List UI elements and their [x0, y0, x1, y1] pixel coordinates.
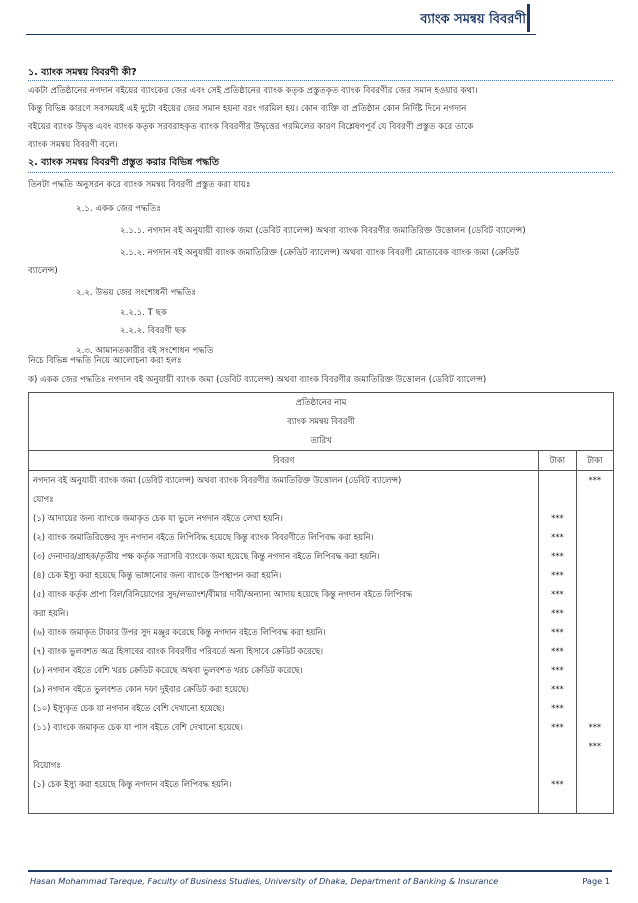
table-row-description: (৫) ব্যাংক কর্তৃক প্রাপ্য বিল/বিনিয়োগের সুদ/লভ্যাংশ/বীমার দাবী/অন্যান্য আদায় হয়েছে কিন্তু নগদান বইতে লিপিবদ্ধ — [33, 589, 413, 599]
table-title-org: প্রতিষ্ঠানের নাম — [295, 397, 347, 407]
table-row-amount-1: *** — [551, 722, 564, 732]
section1-heading: ১. ব্যাংক সমন্বয় বিবরণী কী? — [28, 67, 137, 78]
table-row-amount-2 — [581, 528, 609, 547]
table-row-amount-1: *** — [551, 589, 564, 599]
table-title-statement: ব্যাংক সমন্বয় বিবরণী — [287, 416, 355, 426]
page-header — [0, 0, 638, 36]
table-body — [29, 471, 614, 814]
table-row-amount-1: *** — [551, 551, 564, 561]
section1-rule — [28, 80, 613, 81]
col-header-amount-1: টাকা — [539, 451, 576, 471]
method-2-1: ২.১. একক জের পদ্ধতিঃ — [76, 204, 161, 214]
table-row-amount-1: *** — [551, 608, 564, 618]
table-row-description: নগদান বই অনুযায়ী ব্যাংক জমা (ডেবিট ব্যালেন্স) অথবা ব্যাংক বিবরণীর জমাতিরিক্ত উত্তোলন (ডেবিট ব্যালেন্স) — [33, 475, 402, 485]
table-row-description: (৩) দেনাদার/গ্রাহক/তৃতীয় পক্ষ কর্তৃক সরাসরি ব্যাংকে জমা হয়েছে কিন্তু নগদান বইতে লিপিবদ্ধ করা হয়নি। — [33, 551, 380, 561]
table-row-amount-1: *** — [551, 779, 564, 789]
table-row-amount-2 — [581, 566, 609, 585]
footer-author: Hasan Mohammad Tareque, Faculty of Business Studies, University of Dhaka, Department of Banking & Insurance — [30, 876, 499, 886]
header-title: ব্যাংক সমন্বয় বিবরণী — [420, 12, 526, 27]
table-row-amount-1: *** — [551, 703, 564, 713]
table-row-amount-1: *** — [551, 627, 564, 637]
table-row-amount-2 — [581, 756, 609, 775]
footer-rule — [28, 870, 612, 872]
table-row-amount-1 — [543, 471, 571, 490]
table-row-amount-1 — [543, 737, 571, 756]
amount-column-2 — [576, 471, 613, 814]
table-row-description: করা হয়নি। — [33, 608, 69, 618]
page-number: Page 1 — [582, 876, 610, 886]
table-row-amount-1: *** — [551, 570, 564, 580]
table-row-amount-1 — [543, 794, 571, 813]
method-2-2: ২.২. উভয় জের সংশোধনী পদ্ধতিঃ — [76, 288, 197, 298]
table-row-amount-2 — [581, 794, 609, 813]
method-2-1-2: ২.১.২. নগদান বই অনুযায়ী ব্যাংক জমাতিরিক্ত (ক্রেডিট ব্যালেন্স) অথবা ব্যাংক বিবরণী মোতাবেক ব্যাংক জমা (ক্রেডিট — [120, 248, 520, 258]
table-row-amount-2 — [581, 623, 609, 642]
table-row-amount-2 — [581, 699, 609, 718]
page-footer — [30, 876, 610, 886]
table-row-description: (৬) ব্যাংক জমাকৃত টাকার উপর সুদ মঞ্জুর করেছে কিন্তু নগদান বইতে লিপিবদ্ধ করা হয়নি। — [33, 627, 326, 637]
table-row-description: (১) আদায়ের জন্য ব্যাংকে জমাকৃত চেক যা ভুলে নগদান বইতে লেখা হয়নি। — [33, 513, 283, 523]
section1-para-line3: বইয়ের ব্যাংক উদ্বৃত্ত এবং ব্যাংক কতৃক সরবরাহকৃত ব্যাংক বিবরণীর উদ্বৃত্তের গরমিলের কারণ বিশ্লেষণপূর্ব যে বিবরণী প্রস্তুত করে তাকে — [28, 122, 474, 132]
table-row-description: (৭) ব্যাংক ভুলবশত অত্র হিসাবের ব্যাংক বিবরণীর পরিবর্তে অন্য হিসাবে ক্রেডিট করেছে। — [33, 646, 324, 656]
description-column — [29, 471, 539, 814]
table-row-description — [33, 737, 534, 756]
table-row-amount-2 — [581, 680, 609, 699]
section1-para-line2: কিন্তু বিভিন্ন কারণে সবসময়ই এই দুটো বইয়ের জের সমান হয়না বরং গরমিল হয়। কোন ব্যক্তি বা প্রতিষ্ঠান কোন নির্দিষ্ট দিনে নগদান — [28, 104, 467, 114]
table-row-amount-1 — [543, 756, 571, 775]
table-row-amount-2: *** — [588, 741, 602, 751]
table-row-amount-1 — [543, 490, 571, 509]
reconciliation-table — [28, 392, 614, 814]
table-row-amount-2 — [581, 642, 609, 661]
header-rule — [26, 34, 536, 35]
table-row-amount-1: *** — [551, 532, 564, 542]
table-row-description: (৪) চেক ইস্যু করা হয়েছে কিন্তু ভাঙ্গানোর জন্য ব্যাংকে উপস্থাপন করা হয়নি। — [33, 570, 282, 580]
table-row-amount-2 — [581, 661, 609, 680]
table-row-amount-1: *** — [551, 684, 564, 694]
table-row-description: (৮) নগদান বইতে বেশি খরচ ক্রেডিট করেছে অথবা ভুলবশত খরচ ক্রেডিট করেছে। — [33, 665, 303, 675]
section2-intro: তিনটা পদ্ধতি অনুসরন করে ব্যাংক সমন্বয় বিবরণী প্রস্তুত করা যায়ঃ — [28, 180, 251, 190]
section1-para-line4: ব্যাংক সমন্বয় বিবরণী বলে। — [28, 140, 118, 150]
table-row-amount-2: *** — [588, 475, 602, 485]
table-row-amount-1: *** — [551, 665, 564, 675]
table-row-amount-2 — [581, 547, 609, 566]
table-row-description — [33, 794, 534, 813]
table-row-amount-1: *** — [551, 513, 564, 523]
header-accent-bar — [527, 4, 530, 32]
table-title-date: তারিখ — [310, 435, 332, 445]
col-header-description: বিবরণ — [29, 451, 539, 471]
table-row-amount-2 — [581, 604, 609, 623]
method-2-2-1: ২.২.১. T ছক — [120, 308, 167, 318]
table-row-amount-2 — [581, 490, 609, 509]
section2-heading: ২. ব্যাংক সমন্বয় বিবরণী প্রস্তুত করার বিভিন্ন পদ্ধতি — [28, 157, 220, 168]
table-row-amount-2 — [581, 585, 609, 604]
table-row-amount-2 — [581, 775, 609, 794]
table-row-description: (২) ব্যাংক জমাতিরিক্তের সুদ নগদান বইতে লিপিবিদ্ধ হয়েছে কিন্তু ব্যাংক বিবরণীতে লিপিবদ্ধ করা হয়নি। — [33, 532, 374, 542]
table-row-description: বিয়োগঃ — [33, 760, 61, 770]
table-row-description: (১) চেক ইস্যু করা হয়েছে কিন্তু নগদান বইতে লিপিবদ্ধ হয়নি। — [33, 779, 232, 789]
table-row-description: (৯) নগদান বইতে ভুলবশত কোন দফা দুইবার ক্রেডিট করা হয়েছে। — [33, 684, 249, 694]
discussion-line: নিচে বিভিন্ন পদ্ধতি নিয়ে আলোচনা করা হলঃ — [28, 356, 182, 366]
amount-column-1 — [539, 471, 576, 814]
table-row-amount-1: *** — [551, 646, 564, 656]
table-row-amount-2 — [581, 509, 609, 528]
table-row-description: যোগঃ — [33, 494, 54, 504]
table-row-description: (১১) ব্যাংকে জমাকৃত চেক যা পাস বইতে বেশি দেখানো হয়েছে। — [33, 722, 243, 732]
method-2-1-1: ২.১.১. নগদান বই অনুযায়ী ব্যাংক জমা (ডেবিট ব্যালেন্স) অথবা ব্যাংক বিবরণীর জমাতিরিক্ত উত্তোলন (ডেবিট ব্যালেন্স) — [120, 226, 526, 236]
section2-rule — [28, 172, 613, 173]
table-title-block — [29, 393, 614, 451]
table-row-description: (১০) ইস্যুকৃত চেক যা নগদান বইতে বেশি দেখানো হয়েছে। — [33, 703, 225, 713]
method-2-3: ২.৩. আমানতকারীর বই সংশোধন পদ্ধতি — [76, 346, 214, 356]
col-header-amount-2: টাকা — [576, 451, 613, 471]
section1-para-line1: একটা প্রতিষ্ঠানের নগদান বইয়ের ব্যাংকের জের এবং সেই প্রতিষ্ঠানের ব্যাংক কতৃক প্রস্তুতকৃত ব্যাংক বিবরণীর জের সমান হওয়ার কথা। — [28, 86, 478, 96]
method-2-2-2: ২.২.২. বিবরণী ছক — [120, 326, 187, 336]
method-ka-line: ক) একক জের পদ্ধতিঃ নগদান বই অনুযায়ী ব্যাংক জমা (ডেবিট ব্যালেন্স) অথবা ব্যাংক বিবরণীর জমাতিরিক্ত উত্তোলন (ডেবিট ব্যালেন্স) — [28, 375, 487, 385]
table-row-amount-2: *** — [588, 722, 602, 732]
method-2-1-2-cont: ব্যালেন্স) — [28, 266, 58, 276]
